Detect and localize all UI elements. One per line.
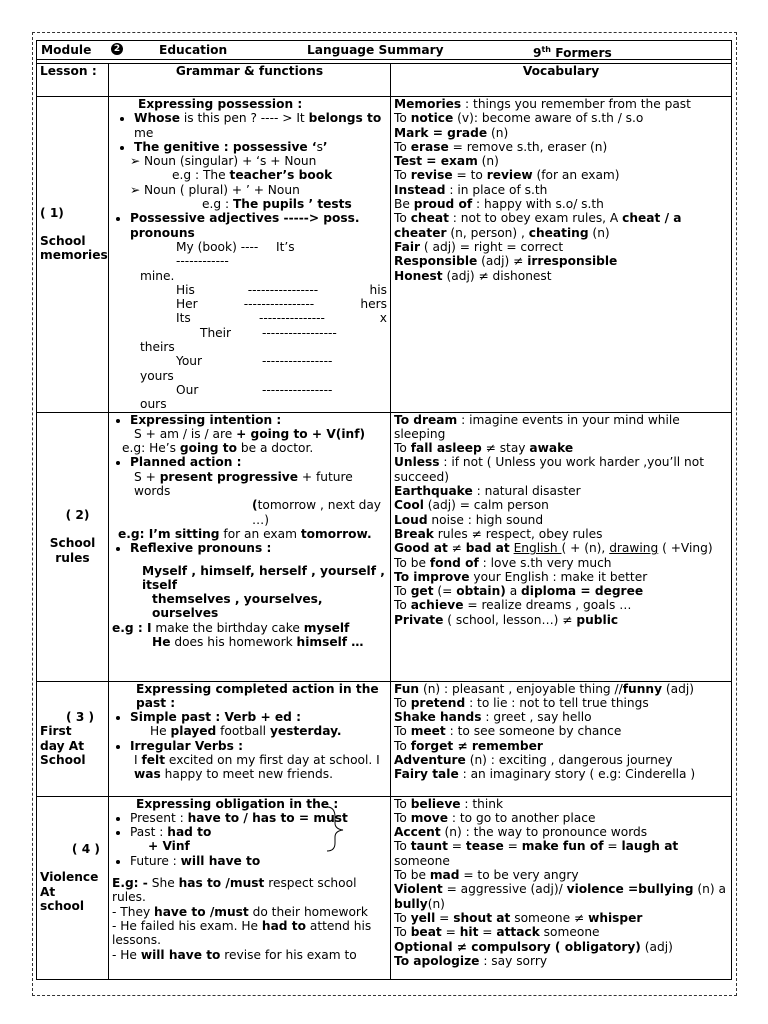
lesson-cell: [37, 97, 109, 413]
vocabulary-text: = realize dreams , goals …: [463, 598, 632, 613]
vocabulary-text: someone: [394, 853, 450, 868]
vocabulary-text: public: [576, 612, 619, 627]
vocabulary-text: Earthquake: [394, 484, 473, 499]
vocabulary-line: [394, 441, 728, 455]
vocabulary-text: (n) : exciting , dangerous journey: [465, 753, 673, 768]
vocabulary-text: =: [503, 839, 522, 854]
vocabulary-text: To: [394, 738, 411, 753]
vocabulary-text: (adj): [640, 939, 673, 954]
grammar-line: • Whose is this pen ? ---- > It belongs to me: [134, 111, 387, 140]
grammar-line: themselves , yourselves, ourselves: [152, 592, 323, 621]
vocabulary-line: [394, 226, 728, 240]
lesson-number: ( 4 ): [71, 841, 100, 856]
vocabulary-text: : happy with s.o/ s.th: [472, 197, 604, 212]
grammar-heading: • Expressing intention :: [130, 413, 387, 427]
vocabulary-text: To: [394, 168, 411, 183]
vocabulary-text: bully: [394, 896, 428, 911]
vocabulary-cell: [391, 97, 732, 413]
vocabulary-text: : greet , say hello: [481, 710, 592, 725]
vocabulary-text: : love s.th very much: [478, 555, 612, 570]
grammar-heading: • Planned action :: [130, 455, 387, 469]
vocabulary-line: [394, 111, 728, 125]
grammar-cell: [109, 412, 391, 681]
vocabulary-cell: [391, 412, 732, 681]
vocabulary-text: Private: [394, 612, 444, 627]
vocabulary-text: To: [394, 111, 411, 126]
vocabulary-text: To: [394, 139, 411, 154]
vocabulary-text: : an imaginary story ( e.g: Cinderella ): [458, 767, 696, 782]
vocabulary-text: ( school, lesson…) ≠: [443, 612, 577, 627]
grammar-line: Myself , himself, herself , yourself , itself: [142, 563, 385, 592]
lesson-cell: [37, 796, 109, 979]
vocabulary-text: (n) a: [693, 882, 726, 897]
grammar-line: e.g: He’s going to be a doctor.: [122, 441, 314, 456]
language-summary-sheet: [36, 40, 731, 980]
grammar-heading: • Reflexive pronouns :: [130, 541, 387, 555]
vocabulary-text: hit: [459, 925, 479, 940]
vocabulary-text: proud of: [413, 197, 473, 212]
pronoun-row: Its --------------- x: [176, 311, 387, 326]
vocabulary-text: To be: [394, 555, 430, 570]
vocabulary-line: [394, 240, 728, 254]
vocabulary-line: [394, 767, 728, 781]
vocabulary-column-header: Vocabulary: [391, 64, 732, 97]
vocabulary-text: To improve: [394, 569, 470, 584]
grammar-line: - They have to /must do their homework: [112, 904, 368, 919]
grammar-column-header: Grammar & functions: [109, 64, 391, 97]
vocabulary-text: Break: [394, 526, 434, 541]
pronoun-row: His ---------------- his: [176, 282, 387, 297]
lesson-title: School memories: [40, 234, 108, 263]
vocabulary-text: To: [394, 584, 411, 599]
lesson-title: School rules: [49, 536, 96, 565]
vocabulary-text: = remove s.th, eraser (n): [448, 139, 608, 154]
vocabulary-line: [394, 455, 728, 484]
vocabulary-text: ( +Ving): [658, 541, 713, 556]
vocabulary-text: To: [394, 925, 411, 940]
vocabulary-text: Honest: [394, 268, 443, 283]
brace-icon: [321, 803, 347, 853]
vocabulary-line: [394, 527, 728, 541]
vocabulary-text: fall asleep: [410, 441, 482, 456]
vocabulary-text: taunt: [410, 839, 448, 854]
grammar-line: - He will have to revise for his exam to: [112, 947, 357, 962]
vocabulary-text: = aggressive (adj)/: [442, 882, 567, 897]
vocabulary-text: cheat: [410, 211, 449, 226]
vocabulary-line: [394, 811, 728, 825]
module-number-badge: 2: [111, 43, 123, 55]
vocabulary-text: =: [603, 839, 622, 854]
vocabulary-line: [394, 839, 728, 868]
summary-table: [36, 40, 732, 980]
vocabulary-text: shout at: [453, 910, 511, 925]
vocabulary-text: (=: [433, 584, 457, 599]
pronoun-row: My (book) ---------------- It’s: [176, 239, 295, 269]
vocabulary-text: (n) : the way to pronounce words: [440, 825, 648, 840]
vocabulary-text: To: [394, 810, 411, 825]
vocabulary-line: [394, 513, 728, 527]
vocabulary-text: forget ≠ remember: [410, 738, 543, 753]
pronoun-row: theirs: [140, 340, 175, 355]
pronoun-row: yours: [140, 368, 174, 383]
vocabulary-text: Good at: [394, 541, 448, 556]
vocabulary-line: [394, 197, 728, 211]
grammar-heading: Expressing possession :: [138, 97, 303, 111]
vocabulary-text: To: [394, 441, 411, 456]
vocabulary-line: [394, 753, 728, 767]
vocabulary-text: : if not ( Unless you work harder ,you’ll not succeed): [394, 455, 704, 484]
vocabulary-cell: [391, 681, 732, 796]
grammar-cell: [109, 681, 391, 796]
vocabulary-text: (for an exam): [532, 168, 620, 183]
vocabulary-text: believe: [410, 796, 461, 811]
header-row: [37, 41, 732, 60]
vocabulary-line: [394, 797, 728, 811]
vocabulary-text: =: [435, 910, 454, 925]
lesson-title: First day At School: [40, 724, 86, 767]
grammar-cell: [109, 796, 391, 979]
vocabulary-text: Loud: [394, 512, 428, 527]
vocabulary-text: someone: [539, 925, 600, 940]
vocabulary-text: Adventure: [394, 753, 466, 768]
lesson-column-header: Lesson :: [37, 64, 109, 97]
vocabulary-line: [394, 724, 728, 738]
vocabulary-line: [394, 556, 728, 570]
grammar-line: • Simple past : Verb + ed :: [130, 710, 387, 724]
vocabulary-text: mad: [429, 868, 460, 883]
vocabulary-text: cheating: [528, 225, 589, 240]
grammar-line: S + am / is / are + going to + V(inf): [134, 426, 366, 441]
vocabulary-text: (n): [427, 896, 445, 911]
pronoun-row: Our ----------------: [176, 382, 333, 397]
vocabulary-text: (adj): [662, 681, 695, 696]
vocabulary-line: [394, 126, 728, 140]
vocabulary-text: drawing: [609, 541, 659, 556]
vocabulary-text: Violent: [394, 882, 443, 897]
grammar-line: ➢ Noun ( plural) + ’ + Noun: [130, 182, 300, 197]
grammar-line: S + present progressive + future words: [134, 469, 353, 499]
vocabulary-line: [394, 413, 728, 442]
vocabulary-text: awake: [529, 441, 574, 456]
vocabulary-line: [394, 97, 728, 111]
vocabulary-text: Fair: [394, 239, 421, 254]
vocabulary-text: ( + (n),: [561, 541, 610, 556]
module-label: Module: [41, 43, 92, 57]
grammar-line: He does his homework himself …: [152, 634, 364, 649]
vocabulary-text: To: [394, 695, 411, 710]
vocabulary-line: [394, 940, 728, 954]
vocabulary-line: [394, 613, 728, 627]
grammar-heading: Expressing obligation in the :: [136, 796, 339, 811]
vocabulary-text: ≠: [447, 541, 466, 556]
vocabulary-text: =: [447, 839, 466, 854]
vocabulary-text: =: [478, 925, 497, 940]
vocabulary-text: : not to obey exam rules, A: [448, 211, 623, 226]
pronoun-row: Their -----------------: [200, 325, 337, 340]
vocabulary-text: revise: [410, 168, 453, 183]
vocabulary-text: get: [410, 584, 434, 599]
lesson-number: ( 2): [65, 508, 90, 523]
vocabulary-line: [394, 254, 728, 268]
vocabulary-text: yell: [410, 910, 436, 925]
vocabulary-text: obtain): [456, 584, 506, 599]
vocabulary-text: your English : make it better: [469, 569, 648, 584]
vocabulary-line: [394, 570, 728, 584]
vocabulary-text: (v): become aware of s.th / s.o: [453, 111, 644, 126]
vocabulary-line: [394, 825, 728, 839]
vocabulary-text: : to go to another place: [448, 810, 596, 825]
vocabulary-text: (adj) = calm person: [423, 498, 549, 513]
grammar-line: • Possessive adjectives -----> poss. pronouns: [130, 211, 387, 240]
vocabulary-text: To be: [394, 868, 430, 883]
lesson-cell: [37, 681, 109, 796]
vocabulary-text: someone ≠: [510, 910, 589, 925]
vocabulary-text: (n): [477, 154, 499, 169]
vocabulary-line: [394, 682, 728, 696]
language-summary-title: Language Summary: [307, 43, 444, 57]
vocabulary-text: beat: [410, 925, 442, 940]
vocabulary-line: [394, 710, 728, 724]
vocabulary-text: notice: [410, 111, 454, 126]
vocabulary-text: To: [394, 598, 411, 613]
vocabulary-text: (n): [588, 225, 610, 240]
grammar-line: + Vinf: [148, 839, 190, 854]
vocabulary-text: erase: [410, 139, 449, 154]
grammar-line: He played football yesterday.: [150, 724, 342, 739]
lesson-number: ( 3 ): [66, 709, 95, 724]
module-title: Education: [159, 43, 228, 57]
lesson-row: [37, 97, 732, 413]
vocabulary-text: (n) : pleasant , enjoyable thing //: [419, 681, 623, 696]
lesson-row: [37, 412, 732, 681]
vocabulary-cell: [391, 796, 732, 979]
vocabulary-text: : natural disaster: [472, 484, 581, 499]
vocabulary-text: : think: [460, 796, 504, 811]
lesson-row: [37, 796, 732, 979]
vocabulary-text: (n): [487, 125, 509, 140]
pronoun-row: Her ---------------- hers: [176, 297, 387, 312]
grammar-line: e.g : The pupils ’ tests: [202, 197, 352, 212]
grammar-line: I felt excited on my first day at school. I was happy to meet new friends.: [134, 753, 380, 782]
vocabulary-text: review: [486, 168, 533, 183]
vocabulary-text: To: [394, 910, 411, 925]
vocabulary-text: tease: [465, 839, 504, 854]
grammar-line: • Future : will have to: [130, 854, 387, 868]
vocabulary-text: : things you remember from the past: [461, 97, 691, 111]
vocabulary-text: To: [394, 839, 411, 854]
grammar-cell: [109, 97, 391, 413]
vocabulary-text: : in place of s.th: [445, 182, 548, 197]
vocabulary-text: To: [394, 724, 411, 739]
vocabulary-line: [394, 954, 728, 968]
grade-label: 9th Formers: [533, 45, 612, 61]
pronoun-row: Your ----------------: [176, 354, 333, 369]
vocabulary-line: [394, 498, 728, 512]
vocabulary-text: English: [513, 541, 562, 556]
grammar-heading: Expressing completed action in the past :: [136, 681, 379, 710]
vocabulary-text: laugh at: [621, 839, 679, 854]
vocabulary-line: [394, 211, 728, 225]
vocabulary-text: Accent: [394, 825, 441, 840]
vocabulary-line: [394, 911, 728, 925]
vocabulary-text: cheater: [394, 225, 447, 240]
vocabulary-text: Shake hands: [394, 710, 482, 725]
vocabulary-text: diploma = degree: [521, 584, 644, 599]
vocabulary-line: [394, 739, 728, 753]
pronoun-row: ours: [140, 397, 167, 412]
grammar-line: • Past : had to: [130, 825, 387, 839]
vocabulary-text: ≠ stay: [481, 441, 530, 456]
vocabulary-text: = to: [452, 168, 487, 183]
vocabulary-text: Instead: [394, 182, 446, 197]
grammar-line: ➢ Noun (singular) + ‘s + Noun: [130, 154, 317, 169]
lesson-cell: [37, 412, 109, 681]
vocabulary-text: : to lie : not to tell true things: [465, 695, 649, 710]
vocabulary-line: [394, 269, 728, 283]
vocabulary-line: [394, 696, 728, 710]
vocabulary-text: attack: [496, 925, 540, 940]
pronoun-row: mine.: [140, 268, 175, 283]
vocabulary-text: noise : high sound: [427, 512, 544, 527]
vocabulary-text: To apologize: [394, 953, 480, 968]
vocabulary-text: (adj) ≠: [477, 254, 528, 269]
vocabulary-text: bad at: [465, 541, 510, 556]
vocabulary-line: [394, 140, 728, 154]
grammar-line: • The genitive : possessive ‘s’: [134, 140, 387, 154]
vocabulary-text: violence =bullying: [566, 882, 694, 897]
vocabulary-line: [394, 154, 728, 168]
vocabulary-text: = to be very angry: [459, 868, 579, 883]
vocabulary-line: [394, 484, 728, 498]
vocabulary-text: irresponsible: [527, 254, 618, 269]
vocabulary-text: : imagine events in your mind while sleeping: [394, 412, 680, 441]
vocabulary-text: Optional ≠ compulsory ( obligatory): [394, 939, 641, 954]
vocabulary-line: [394, 168, 728, 182]
vocabulary-text: Test = exam: [394, 154, 478, 169]
vocabulary-text: Unless: [394, 455, 440, 470]
vocabulary-text: : say sorry: [479, 953, 548, 968]
vocabulary-text: funny: [622, 681, 663, 696]
grammar-line: • Irregular Verbs :: [130, 739, 387, 753]
vocabulary-text: Mark = grade: [394, 125, 488, 140]
vocabulary-line: [394, 183, 728, 197]
vocabulary-text: To: [394, 211, 411, 226]
lesson-row: [37, 681, 732, 796]
grammar-line: e.g: I’m sitting for an exam tomorrow.: [118, 526, 372, 541]
vocabulary-line: [394, 925, 728, 939]
vocabulary-text: achieve: [410, 598, 464, 613]
vocabulary-line: [394, 882, 728, 911]
vocabulary-text: meet: [410, 724, 446, 739]
vocabulary-line: [394, 598, 728, 612]
vocabulary-text: : to see someone by chance: [445, 724, 622, 739]
vocabulary-text: =: [441, 925, 460, 940]
vocabulary-text: Cool: [394, 498, 424, 513]
lesson-number: ( 1): [40, 205, 64, 220]
grammar-line: (tomorrow , next day …): [252, 498, 382, 527]
vocabulary-text: fond of: [429, 555, 479, 570]
vocabulary-text: whisper: [588, 910, 643, 925]
grammar-line: e.g : I make the birthday cake myself: [112, 620, 350, 635]
vocabulary-text: (adj) ≠ dishonest: [442, 268, 552, 283]
vocabulary-text: (n, person) ,: [446, 225, 529, 240]
vocabulary-line: [394, 868, 728, 882]
vocabulary-text: cheat / a: [622, 211, 682, 226]
vocabulary-text: Responsible: [394, 254, 478, 269]
vocabulary-line: [394, 541, 728, 555]
grammar-line: e.g : The teacher’s book: [172, 168, 333, 183]
vocabulary-text: move: [410, 810, 448, 825]
vocabulary-text: make fun of: [521, 839, 604, 854]
vocabulary-text: rules ≠ respect, obey rules: [433, 526, 603, 541]
grammar-line: E.g: - She has to /must respect school rules.: [112, 876, 357, 905]
vocabulary-text: Fairy tale: [394, 767, 459, 782]
vocabulary-text: Memories: [394, 97, 462, 111]
vocabulary-text: To dream: [394, 412, 458, 427]
grammar-line: - He failed his exam. He had to attend his lessons.: [112, 918, 372, 948]
column-header-row: [37, 64, 732, 97]
lesson-title: Violence At school: [40, 870, 99, 913]
vocabulary-line: [394, 584, 728, 598]
grammar-line: • Present : have to / has to = must: [130, 811, 387, 825]
vocabulary-text: ( adj) = right = correct: [420, 239, 564, 254]
vocabulary-text: pretend: [410, 695, 466, 710]
vocabulary-text: Fun: [394, 681, 420, 696]
vocabulary-text: To: [394, 796, 411, 811]
vocabulary-text: Be: [394, 197, 414, 212]
vocabulary-text: a: [505, 584, 522, 599]
